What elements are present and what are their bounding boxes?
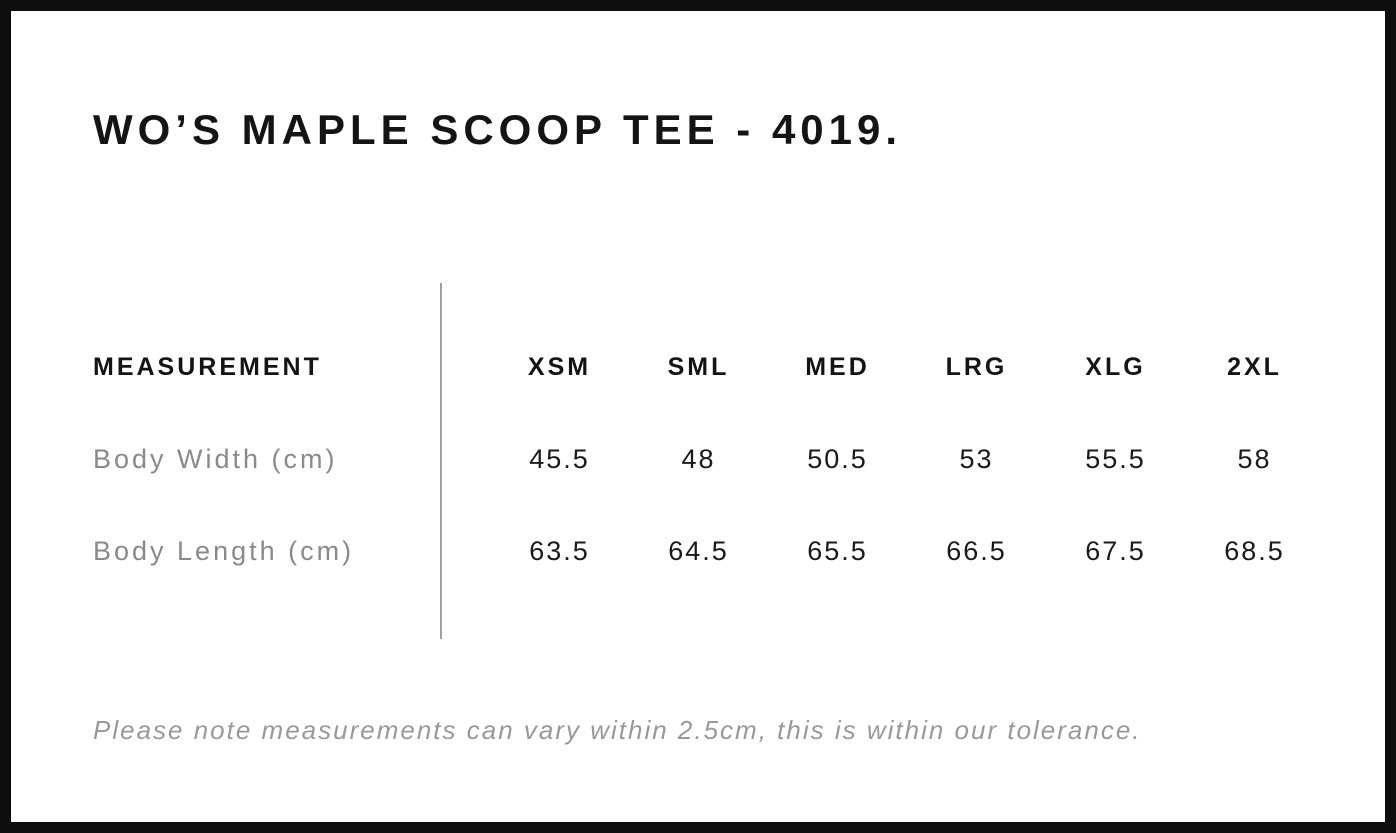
column-header-xsm: XSM <box>527 352 592 381</box>
body-length-sml: 64.5 <box>668 535 729 566</box>
row-label-body-length: Body Length (cm) <box>93 535 355 566</box>
body-width-xlg: 55.5 <box>1085 443 1146 474</box>
column-header-xlg: XLG <box>1085 352 1146 381</box>
header-values <box>440 353 1324 382</box>
body-width-xsm: 45.5 <box>529 443 590 474</box>
table-row-body-length <box>93 529 1333 573</box>
row-label-body-width: Body Width (cm) <box>93 443 338 474</box>
body-length-2xl: 68.5 <box>1224 535 1285 566</box>
row-values-body-width <box>440 444 1324 475</box>
column-header-med: MED <box>805 352 870 381</box>
column-header-measurement: MEASUREMENT <box>93 352 322 381</box>
body-length-xlg: 67.5 <box>1085 535 1146 566</box>
row-values-body-length <box>440 536 1324 567</box>
vertical-divider <box>440 283 442 639</box>
body-length-med: 65.5 <box>807 535 868 566</box>
page-title: WO’S MAPLE SCOOP TEE - 4019. <box>93 106 903 153</box>
size-chart-table <box>93 283 1333 639</box>
body-length-xsm: 63.5 <box>529 535 590 566</box>
body-width-2xl: 58 <box>1237 443 1272 474</box>
body-length-lrg: 66.5 <box>946 535 1007 566</box>
table-header-row <box>93 345 1333 389</box>
body-width-med: 50.5 <box>807 443 868 474</box>
table-row-body-width <box>93 437 1333 481</box>
column-header-lrg: LRG <box>945 352 1008 381</box>
column-header-sml: SML <box>667 352 730 381</box>
column-header-2xl: 2XL <box>1227 352 1282 381</box>
body-width-sml: 48 <box>681 443 716 474</box>
tolerance-note: Please note measurements can vary within 2.5cm, this is within our tolerance. <box>93 715 1142 746</box>
body-width-lrg: 53 <box>959 443 994 474</box>
